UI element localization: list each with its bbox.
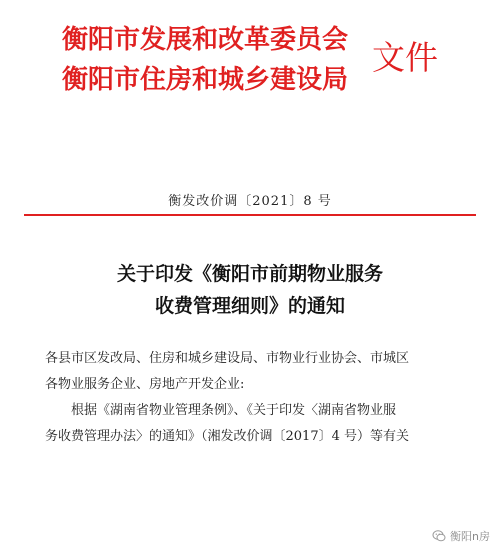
document-label: 文件 — [372, 38, 438, 77]
red-divider — [24, 214, 476, 216]
body-line: 各物业服务企业、房地产开发企业: — [45, 377, 245, 392]
issuer-line-2: 衡阳市住房和城乡建设局 — [62, 65, 349, 95]
document-body — [45, 346, 465, 450]
watermark-text: 衡阳n房 — [450, 530, 490, 543]
issuer-line-1: 衡阳市发展和改革委员会 — [62, 25, 349, 55]
watermark — [432, 528, 490, 544]
body-line: 各县市区发改局、住房和城乡建设局、市物业行业协会、市城区 — [45, 351, 410, 366]
title-line-1: 关于印发《衡阳市前期物业服务 — [116, 263, 383, 285]
document-header — [62, 20, 482, 102]
wechat-icon — [432, 529, 446, 543]
document-number: 衡发改价调〔2021〕8 号 — [168, 194, 332, 209]
body-line: 根据《湖南省物业管理条例》、《关于印发〈湖南省物业服 — [71, 403, 397, 418]
body-line: 务收费管理办法〉的通知》（湘发改价调〔2017〕4 号）等有关 — [45, 429, 409, 444]
issuer-block — [62, 20, 348, 100]
document-title — [0, 258, 500, 322]
title-line-2: 收费管理细则》的通知 — [154, 295, 345, 317]
